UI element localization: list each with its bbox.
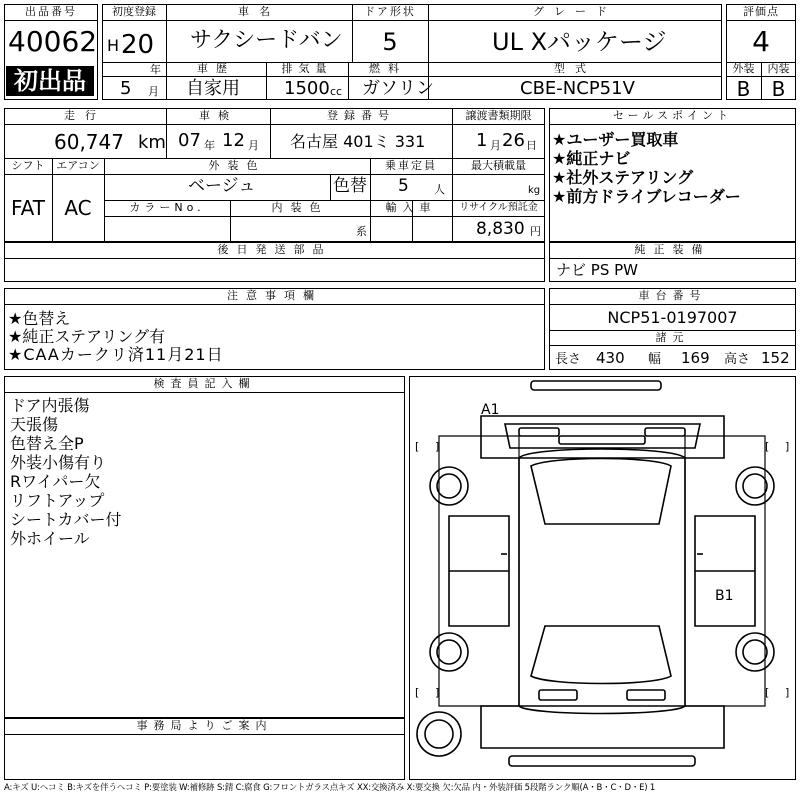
- chassis-number: NCP51-0197007: [607, 308, 738, 327]
- model-label: 型式: [554, 62, 596, 75]
- inspection-month-unit: 月: [248, 139, 259, 152]
- transfer-day-unit: 日: [526, 139, 537, 152]
- lot-number-label: 出品番号: [25, 5, 77, 18]
- first-reg-era: H: [107, 36, 120, 55]
- recycle-value: 8,830: [476, 219, 525, 239]
- transfer-month: 1: [476, 130, 488, 151]
- inspector-label: 検査員記入欄: [153, 377, 256, 390]
- lot-number: 40062: [8, 25, 98, 58]
- width-label: 幅: [648, 352, 662, 367]
- fuel-value: ガソリン: [362, 78, 434, 99]
- recycle-unit: 円: [530, 225, 541, 238]
- door-value: 5: [382, 28, 398, 56]
- dimensions-label: 諸元: [655, 331, 690, 344]
- ext-color-value: ベージュ: [188, 176, 256, 196]
- height-label: 高さ: [724, 352, 751, 367]
- mileage-value: 60,747: [54, 130, 124, 154]
- svg-text:[: [: [765, 686, 770, 699]
- int-rank-label: 内装: [767, 62, 790, 75]
- length-value: 430: [596, 349, 625, 367]
- inspection-month: 12: [222, 130, 245, 151]
- inspector-item: 外ホイール: [10, 529, 90, 548]
- capacity-unit: 人: [434, 183, 445, 196]
- sales-point-item: ★純正ナビ: [552, 149, 631, 168]
- note-item: ★純正ステアリング有: [8, 327, 166, 346]
- note-item: ★色替え: [8, 309, 71, 328]
- svg-text:]: ]: [435, 686, 440, 699]
- inspector-item: 天張傷: [10, 415, 59, 434]
- import-label: 輸入車: [385, 201, 437, 214]
- office-label: 事務局よりご案内: [136, 719, 273, 732]
- shift-label: シフト: [11, 159, 45, 172]
- svg-text:[: [: [415, 686, 420, 699]
- ac-label: エアコン: [56, 159, 100, 172]
- notes-label: 注意事項欄: [227, 289, 322, 302]
- sales-point-item: ★前方ドライブレコーダー: [552, 187, 741, 206]
- model-value: CBE-NCP51V: [520, 78, 635, 99]
- ext-rank-label: 外装: [732, 62, 755, 75]
- plate-label: 登録番号: [327, 109, 395, 122]
- fuel-label: 燃料: [369, 62, 407, 75]
- ext-color-label: 外装色: [208, 159, 266, 172]
- inspector-item: 色替え全P: [10, 434, 84, 453]
- height-value: 152: [761, 349, 790, 367]
- car-name-label: 車名: [238, 5, 280, 18]
- grade-value: UL Xパッケージ: [492, 28, 667, 56]
- chassis-label: 車台番号: [638, 289, 707, 302]
- inspector-item: シートカバー付: [10, 510, 122, 529]
- capacity-value: 5: [398, 176, 409, 196]
- ext-rank: B: [736, 77, 751, 101]
- displacement-label: 排気量: [281, 62, 333, 75]
- inspector-item: リフトアップ: [10, 491, 105, 510]
- first-reg-month: 5: [120, 78, 132, 99]
- displacement-unit: cc: [330, 85, 343, 98]
- color-change-value: 色替: [333, 176, 367, 196]
- car-diagram: [409, 376, 796, 780]
- inspector-item: 外装小傷有り: [10, 453, 107, 472]
- inspection-year-unit: 年: [204, 139, 215, 152]
- ac-value: AC: [64, 196, 92, 220]
- genuine-equipment-value: ナビ PS PW: [556, 261, 638, 279]
- inspection-label: 車検: [199, 109, 237, 122]
- int-color-unit: 系: [356, 225, 367, 238]
- grade-label: グレード: [533, 5, 617, 18]
- svg-text:[: [: [415, 440, 420, 453]
- car-name: サクシードバン: [190, 28, 343, 53]
- displacement-value: 1500: [284, 78, 330, 99]
- inspector-item: Rワイパー欠: [10, 472, 101, 491]
- transfer-month-unit: 月: [490, 139, 501, 152]
- first-listing-label: 初出品: [14, 67, 86, 95]
- sales-point-item: ★社外ステアリング: [552, 168, 694, 187]
- mileage-label: 走行: [64, 109, 106, 122]
- int-rank: B: [771, 77, 786, 101]
- recycle-label: リサイクル預託金: [459, 202, 538, 213]
- damage-mark-b: B1: [715, 588, 734, 604]
- score-label: 評価点: [743, 5, 779, 18]
- color-no-label: カラーNo.: [129, 201, 205, 214]
- svg-text:]: ]: [785, 440, 790, 453]
- inspector-item: ドア内張傷: [10, 396, 90, 415]
- width-value: 169: [681, 349, 710, 367]
- history-value: 自家用: [186, 78, 240, 99]
- first-reg-year-unit: 年: [150, 63, 161, 76]
- history-label: 車歴: [197, 62, 235, 75]
- first-reg-year: 20: [121, 30, 155, 60]
- length-label: 長さ: [555, 352, 582, 367]
- mileage-unit: km: [138, 132, 166, 153]
- max-load-unit: kg: [528, 185, 541, 196]
- first-reg-label: 初度登録: [112, 5, 156, 18]
- door-label: ドア形状: [364, 5, 416, 18]
- first-reg-month-unit: 月: [148, 85, 159, 98]
- transfer-day: 26: [502, 130, 525, 151]
- transfer-label: 譲渡書類期限: [465, 109, 532, 122]
- max-load-label: 最大積載量: [471, 159, 526, 172]
- sales-point-item: ★ユーザー買取車: [552, 130, 679, 149]
- sales-points-label: セールスポイント: [612, 109, 732, 122]
- capacity-label: 乗車定員: [385, 159, 437, 172]
- later-parts-label: 後日発送部品: [217, 243, 332, 256]
- shift-value: FAT: [10, 196, 45, 220]
- legend-text: A:キズ U:ヘコミ B:キズを伴うヘコミ P:要塗装 W:補修跡 S:錆 C:腐食 G:フロントガラス点キズ XX:交換済み X:要交換 欠:欠品 内・外装評価 5段階ランク順(A・B・C・D・E) 1: [4, 783, 656, 793]
- vehicle-detail-table: [4, 108, 545, 242]
- plate-value: 名古屋 401ミ 331: [290, 132, 426, 151]
- svg-text:]: ]: [435, 440, 440, 453]
- note-item: ★CAAカークリ済11月21日: [8, 345, 224, 364]
- svg-text:]: ]: [785, 686, 790, 699]
- int-color-label: 内装色: [271, 201, 329, 214]
- inspection-year: 07: [178, 130, 201, 151]
- damage-mark-a: A1: [481, 402, 500, 418]
- svg-text:[: [: [765, 440, 770, 453]
- score-value: 4: [752, 25, 770, 58]
- genuine-equipment-label: 純正装備: [634, 243, 711, 256]
